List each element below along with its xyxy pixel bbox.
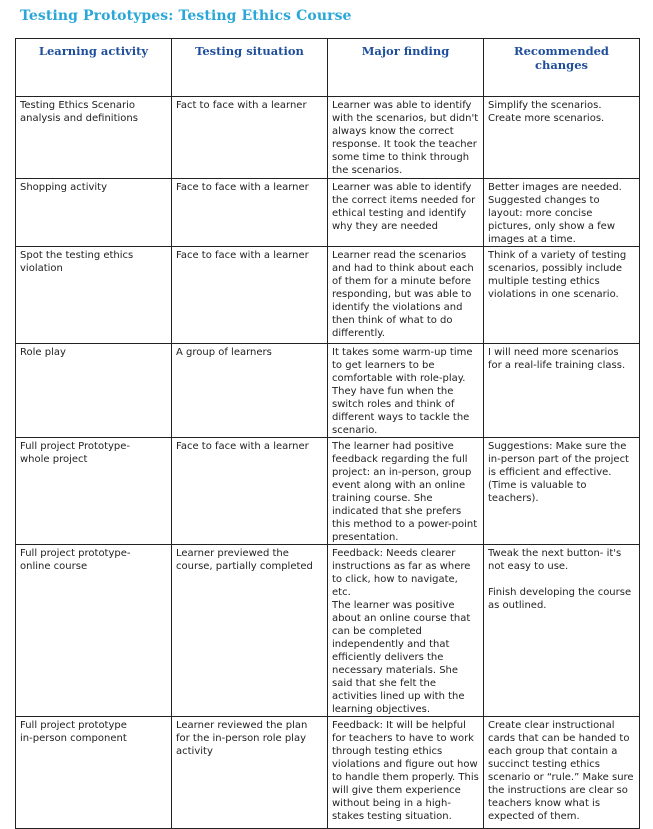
- activity-cell: Testing Ethics Scenario analysis and definitions: [16, 97, 172, 179]
- table-row: [16, 717, 640, 829]
- header-row: [16, 39, 640, 97]
- table-row: [16, 344, 640, 438]
- header-recommended-changes: Recommended changes: [484, 39, 640, 97]
- activity-cell: Full project prototype- online course: [16, 545, 172, 717]
- situation-cell: A group of learners: [172, 344, 328, 438]
- changes-cell: Create clear instructional cards that can be handed to each group that contain a succinct testing ethics scenario or “rule.” Make sure the instructions are clear so teachers know what is expected of them.: [484, 717, 640, 829]
- changes-cell: Think of a variety of testing scenarios, possibly include multiple testing ethics violations in one scenario.: [484, 247, 640, 344]
- changes-cell: Tweak the next button- it's not easy to use. Finish developing the course as outlined.: [484, 545, 640, 717]
- situation-cell: Learner previewed the course, partially completed: [172, 545, 328, 717]
- findings-table: [15, 38, 640, 829]
- header-learning-activity: Learning activity: [16, 39, 172, 97]
- finding-cell: It takes some warm-up time to get learners to be comfortable with role-play. They have fun when the switch roles and think of different ways to tackle the scenario.: [328, 344, 484, 438]
- activity-cell: Spot the testing ethics violation: [16, 247, 172, 344]
- table-row: [16, 179, 640, 247]
- header-testing-situation: Testing situation: [172, 39, 328, 97]
- situation-cell: Face to face with a learner: [172, 438, 328, 545]
- changes-cell: Simplify the scenarios. Create more scenarios.: [484, 97, 640, 179]
- finding-cell: Feedback: It will be helpful for teachers to have to work through testing ethics violations and figure out how to handle them properly. This will give them experience without being in a high-stakes testing situation.: [328, 717, 484, 829]
- situation-cell: Face to face with a learner: [172, 247, 328, 344]
- changes-cell: Suggestions: Make sure the in-person part of the project is efficient and effective. (Time is valuable to teachers).: [484, 438, 640, 545]
- activity-cell: Full project prototype in-person component: [16, 717, 172, 829]
- finding-cell: Feedback: Needs clearer instructions as far as where to click, how to navigate, etc. The learner was positive about an online course that can be completed independently and that efficiently delivers the necessary materials. She said that she felt the activities lined up with the learning objectives.: [328, 545, 484, 717]
- table-row: [16, 545, 640, 717]
- page-title: Testing Prototypes: Testing Ethics Course: [20, 8, 352, 24]
- table-row: [16, 97, 640, 179]
- activity-cell: Full project Prototype- whole project: [16, 438, 172, 545]
- finding-cell: Learner read the scenarios and had to think about each of them for a minute before responding, but was able to identify the violations and then think of what to do differently.: [328, 247, 484, 344]
- situation-cell: Face to face with a learner: [172, 179, 328, 247]
- situation-cell: Learner reviewed the plan for the in-person role play activity: [172, 717, 328, 829]
- header-major-finding: Major finding: [328, 39, 484, 97]
- finding-cell: Learner was able to identify with the scenarios, but didn't always know the correct response. It took the teacher some time to think through the scenarios.: [328, 97, 484, 179]
- changes-cell: Better images are needed. Suggested changes to layout: more concise pictures, only show a few images at a time.: [484, 179, 640, 247]
- changes-cell: I will need more scenarios for a real-life training class.: [484, 344, 640, 438]
- activity-cell: Shopping activity: [16, 179, 172, 247]
- activity-cell: Role play: [16, 344, 172, 438]
- situation-cell: Fact to face with a learner: [172, 97, 328, 179]
- finding-cell: Learner was able to identify the correct items needed for ethical testing and identify why they are needed: [328, 179, 484, 247]
- table-row: [16, 438, 640, 545]
- finding-cell: The learner had positive feedback regarding the full project: an in-person, group event along with an online training course. She indicated that she prefers this method to a power-point presentation.: [328, 438, 484, 545]
- table-row: [16, 247, 640, 344]
